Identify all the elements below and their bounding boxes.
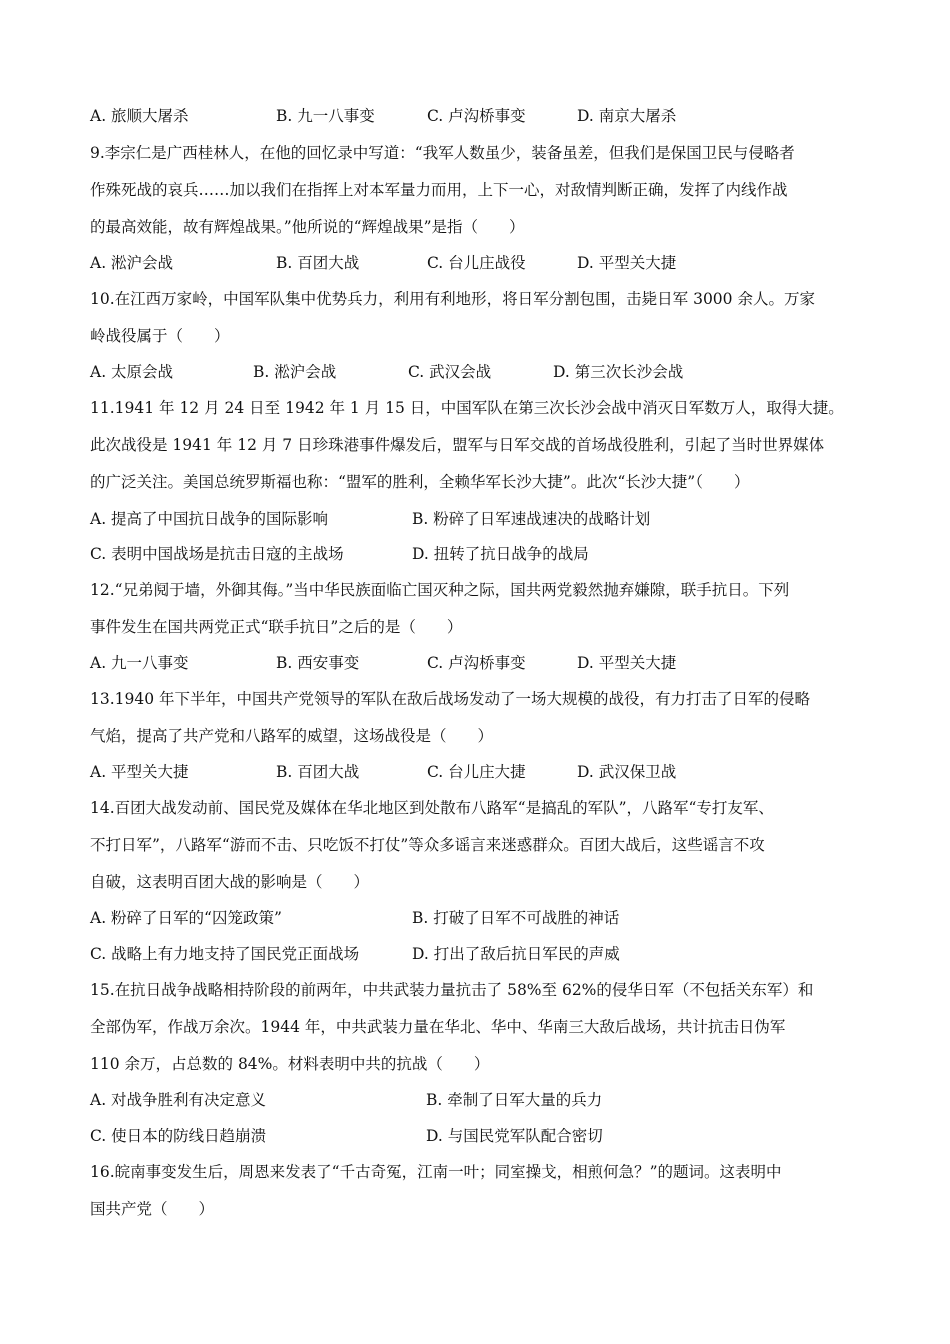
option-a: A. 对战争胜利有决定意义	[90, 1091, 267, 1109]
option-b: B. 西安事变	[276, 654, 360, 672]
question-16-stem-line: 国共产党（ ）	[90, 1200, 215, 1218]
option-a: A. 太原会战	[90, 363, 174, 381]
option-b: B. 九一八事变	[276, 107, 375, 125]
option-a: A. 提高了中国抗日战争的国际影响	[90, 510, 329, 528]
option-d: D. 平型关大捷	[577, 254, 677, 272]
option-c: C. 战略上有力地支持了国民党正面战场	[90, 945, 360, 963]
option-a: A. 九一八事变	[90, 654, 189, 672]
question-14-stem-line: 自破，这表明百团大战的影响是（ ）	[90, 873, 370, 891]
option-d: D. 第三次长沙会战	[553, 363, 684, 381]
question-11-stem-line: 的广泛关注。美国总统罗斯福也称：“盟军的胜利，全赖华军长沙大捷”。此次“长沙大捷”（ ）	[90, 473, 750, 491]
option-d: D. 武汉保卫战	[577, 763, 677, 781]
question-12-stem-line: 12.“兄弟阋于墙，外御其侮。”当中华民族面临亡国灭种之际，国共两党毅然抛弃嫌隙，联手抗日。下列	[90, 581, 790, 599]
option-c: C. 武汉会战	[408, 363, 492, 381]
question-15-stem-line: 15.在抗日战争战略相持阶段的前两年，中共武装力量抗击了 58%至 62%的侵华日军（不包括关东军）和	[90, 981, 814, 999]
option-d: D. 与国民党军队配合密切	[426, 1127, 603, 1145]
option-d: D. 南京大屠杀	[577, 107, 677, 125]
option-b: B. 牵制了日军大量的兵力	[426, 1091, 603, 1109]
option-d: D. 平型关大捷	[577, 654, 677, 672]
question-14-stem-line: 不打日军”，八路军“游而不击、只吃饭不打仗”等众多谣言来迷惑群众。百团大战后，这些谣言不攻	[90, 836, 765, 854]
option-c: C. 台儿庄大捷	[427, 763, 526, 781]
option-a: A. 粉碎了日军的“囚笼政策”	[90, 909, 282, 927]
question-10-stem-line: 岭战役属于（ ）	[90, 327, 230, 345]
question-9-stem-line: 9.李宗仁是广西桂林人，在他的回忆录中写道：“我军人数虽少，装备虽差，但我们是保国卫民与侵略者	[90, 144, 795, 162]
question-13-stem-line: 13.1940 年下半年，中国共产党领导的军队在敌后战场发动了一场大规模的战役，有力打击了日军的侵略	[90, 690, 811, 708]
option-c: C. 使日本的防线日趋崩溃	[90, 1127, 267, 1145]
question-11-stem-line: 11.1941 年 12 月 24 日至 1942 年 1 月 15 日，中国军队在第三次长沙会战中消灭日军数万人，取得大捷。	[90, 399, 844, 417]
option-b: B. 百团大战	[276, 254, 360, 272]
option-c: C. 卢沟桥事变	[427, 654, 526, 672]
option-a: A. 旅顺大屠杀	[90, 107, 189, 125]
question-12-stem-line: 事件发生在国共两党正式“联手抗日”之后的是（ ）	[90, 618, 463, 636]
question-11-stem-line: 此次战役是 1941 年 12 月 7 日珍珠港事件爆发后，盟军与日军交战的首场战役胜利，引起了当时世界媒体	[90, 436, 825, 454]
option-b: B. 淞沪会战	[253, 363, 337, 381]
question-15-stem-line: 全部伪军，作战万余次。1944 年，中共武装力量在华北、华中、华南三大敌后战场，共计抗击日伪军	[90, 1018, 786, 1036]
question-9-stem-line: 作殊死战的哀兵……加以我们在指挥上对本军量力而用，上下一心，对敌情判断正确，发挥了内线作战	[90, 181, 788, 199]
option-d: D. 扭转了抗日战争的战局	[412, 545, 589, 563]
option-c: C. 台儿庄战役	[427, 254, 526, 272]
question-15-stem-line: 110 余万，占总数的 84%。材料表明中共的抗战（ ）	[90, 1055, 490, 1073]
option-b: B. 百团大战	[276, 763, 360, 781]
option-a: A. 平型关大捷	[90, 763, 189, 781]
option-d: D. 打出了敌后抗日军民的声威	[412, 945, 620, 963]
question-9-stem-line: 的最高效能，故有辉煌战果。”他所说的“辉煌战果”是指（ ）	[90, 218, 525, 236]
option-b: B. 打破了日军不可战胜的神话	[412, 909, 620, 927]
question-10-stem-line: 10.在江西万家岭，中国军队集中优势兵力，利用有利地形，将日军分割包围，击毙日军 3000 余人。万家	[90, 290, 815, 308]
question-14-stem-line: 14.百团大战发动前、国民党及媒体在华北地区到处散布八路军“是搞乱的军队”，八路军“专打友军、	[90, 799, 774, 817]
question-13-stem-line: 气焰，提高了共产党和八路军的威望，这场战役是（ ）	[90, 727, 494, 745]
question-16-stem-line: 16.皖南事变发生后，周恩来发表了“千古奇冤，江南一叶；同室操戈，相煎何急？”的题词。这表明中	[90, 1163, 782, 1181]
option-c: C. 卢沟桥事变	[427, 107, 526, 125]
option-b: B. 粉碎了日军速战速决的战略计划	[412, 510, 651, 528]
option-c: C. 表明中国战场是抗击日寇的主战场	[90, 545, 344, 563]
option-a: A. 淞沪会战	[90, 254, 174, 272]
